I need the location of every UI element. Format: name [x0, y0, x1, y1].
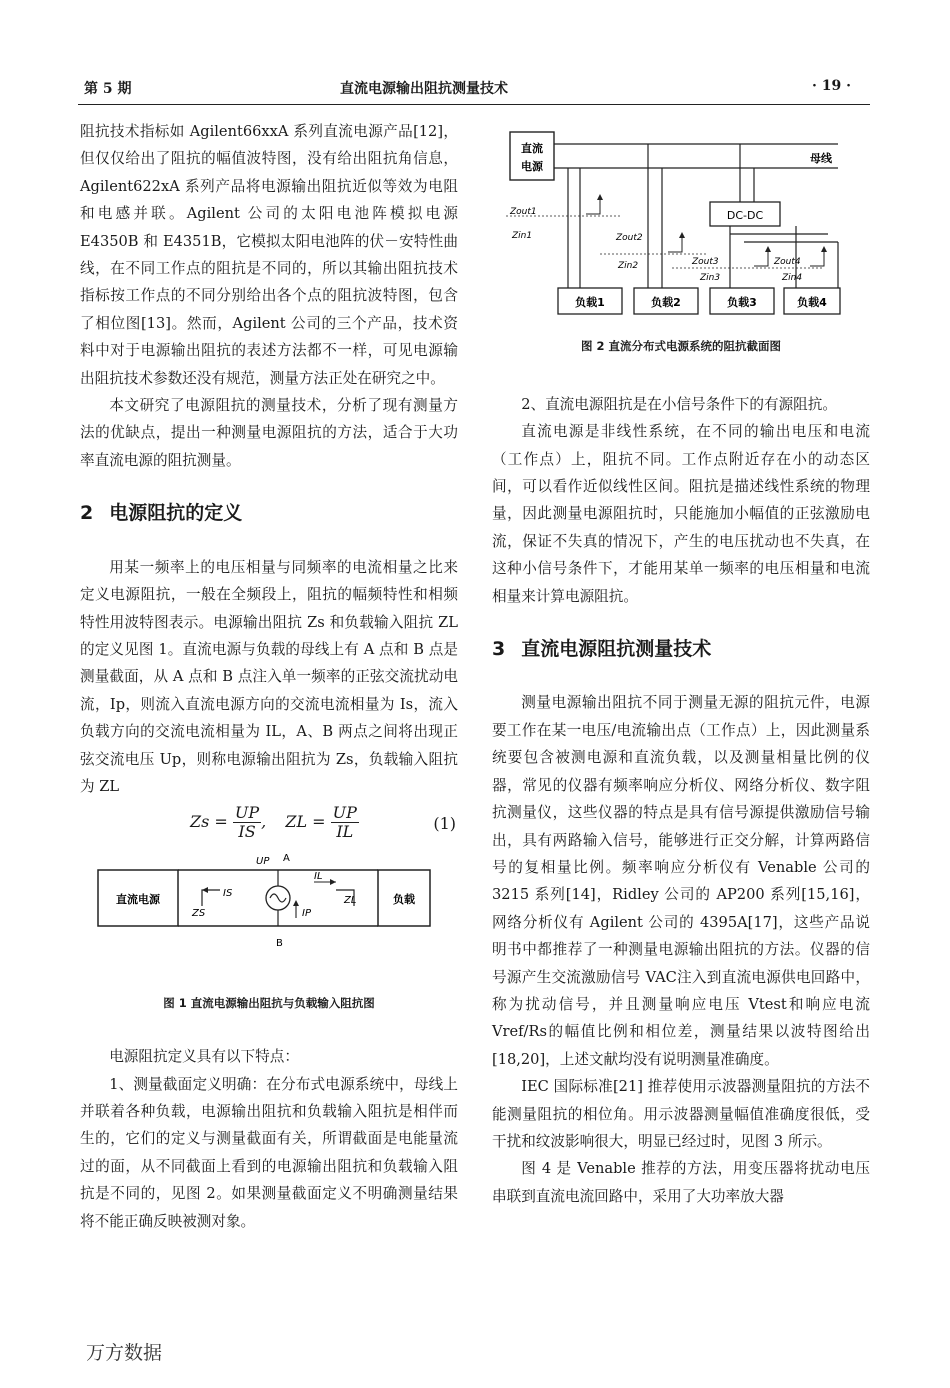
svg-text:负载4: 负载4 — [797, 296, 827, 309]
left-paragraph-1: 阻抗技术指标如 Agilent66xxA 系列直流电源产品[12]，但仅仅给出了阻抗的幅值波特图，没有给出阻抗角信息，Agilent622xA 系列产品将电源输出阻抗近似等效为电阻和电感并联。Agilent 公司的太阳电池阵模拟电源 E4350B 和 E4351B，它模拟太阳电池阵的伏－安特性曲线，在不同工作点的阻抗是不同的，所以其输出阻抗技术指标按工作点的不同分别给出各个点的阻抗波特图，包含了相位图[13]。然而，Agilent 公司的三个产品，技术资料中对于电源输出阻抗的表述方法都不一样，可见电源输出阻抗技术参数还没有规范，测量方法正处在研究之中。 — [80, 123, 458, 387]
figure-2-caption: 图 2 直流分布式电源系统的阻抗截面图 — [580, 339, 781, 354]
figure-2-diagram — [492, 118, 870, 318]
section-2-heading: 2 电源阻抗的定义 — [80, 502, 243, 525]
right-paragraph-2: 直流电源是非线性系统，在不同的输出电压和电流（工作点）上，阻抗不同。工作点附近存在小的动态区间，可以看作近似线性区间。阻抗是描述线性系统的物理量，因此测量电源阻抗时，只能施加小幅值的正弦激励电流，保证不失真的情况下，产生的电压扰动也不失真，在这种小信号条件下，才能用某单一频率的电压相量和电流相量来计算电源阻抗。 — [492, 423, 870, 605]
equation-1: Zs = $\frac{UP}{IS}$ , ZL = $\frac{UP}{IL}$ (1) — [190, 803, 456, 842]
svg-text:IL: IL — [314, 871, 323, 883]
svg-text:负载3: 负载3 — [727, 296, 757, 309]
right-paragraph-5: 图 4 是 Venable 推荐的方法，用变压器将扰动电压串联到直流电流回路中，采用了大功率放大器 — [492, 1160, 870, 1205]
header-rule — [78, 104, 870, 105]
right-paragraph-3: 测量电源输出阻抗不同于测量无源的阻抗元件，电源要工作在某一电压/电流输出点（工作点）上，因此测量系统要包含被测电源和直流负载，以及测量相量比例的仪器，常见的仪器有频率响应分析仪、网络分析仪、数字阻抗测量仪，这些仪器的特点是具有信号源提供激励信号输出，具有两路输入信号，能够进行正交分解，计算两路信号的复相量比例。频率响应分析仪有 Venable 公司的 3215 系列[14]，Ridley 公司的 AP200 系列[15,16]，网络分析仪有 Agilent 公司的 4395A[17]，这些产品说明书中都推荐了一种测量电源输出阻抗的方法。仪器的信号源产生交流激励信号 VAC注入到直流电源供电回路中，称为扰动信号，并且测量响应电压 Vtest和响应电流 Vref/Rs的幅值比例和相位差，测量结果以波特图给出[18,20]，上述文献均没有说明测量准确度。 — [492, 694, 870, 1068]
svg-text:Zin3: Zin3 — [700, 273, 721, 283]
page-number: · 19 · — [812, 78, 851, 94]
svg-text:直流: 直流 — [521, 142, 543, 155]
svg-text:直流电源: 直流电源 — [116, 893, 160, 907]
svg-text:IP: IP — [302, 908, 311, 920]
svg-text:A: A — [283, 853, 290, 865]
svg-text:负载1: 负载1 — [575, 296, 605, 309]
svg-text:Zout2: Zout2 — [616, 233, 643, 243]
svg-text:负载2: 负载2 — [651, 296, 681, 309]
right-paragraph-1: 2、直流电源阻抗是在小信号条件下的有源阻抗。 — [521, 395, 837, 413]
issue-number: 第 5 期 — [84, 81, 132, 97]
figure-1-circuit — [80, 852, 458, 976]
left-paragraph-5: 1、测量截面定义明确：在分布式电源系统中，母线上并联着各种负载，电源输出阻抗和负载输入阻抗是相伴而生的，它们的定义与测量截面有关，所谓截面是电能量流过的面，从不同截面上看到的电源输出阻抗和负载输入阻抗是不同的，见图 2。如果测量截面定义不明确测量结果将不能正确反映被测对象。 — [80, 1075, 458, 1230]
svg-text:Zin4: Zin4 — [782, 273, 803, 283]
right-paragraph-4: IEC 国际标准[21] 推荐使用示波器测量阻抗的方法不能测量阻抗的相位角。用示波器测量幅值准确度很低，受干扰和纹波影响很大，明显已经过时，见图 3 所示。 — [492, 1078, 870, 1150]
svg-text:UP: UP — [256, 856, 270, 868]
right-column — [492, 118, 870, 1210]
left-column — [80, 118, 458, 1235]
svg-text:ZS: ZS — [192, 908, 206, 920]
svg-text:DC-DC: DC-DC — [726, 209, 764, 222]
watermark-footer: 万方数据 — [86, 1342, 163, 1364]
left-paragraph-3: 用某一频率上的电压相量与同频率的电流相量之比来定义电源阻抗，一般在全频段上，阻抗的幅频特性和相频特性用波特图表示。电源输出阻抗 Zs 和负载输入阻抗 ZL的定义见图 1。直流电源与负载的母线上有 A 点和 B 点是测量截面，从 A 点和 B 点注入单一频率的正弦交流扰动电流，Ip，则流入直流电源方向的交流电流相量为 Is，流入负载方向的交流电流相量为 IL，A、B 两点之间将出现正弦交流电压 Up，则称电源输出阻抗为 Zs，负载输入阻抗为 ZL — [80, 558, 458, 795]
svg-text:IS: IS — [223, 888, 233, 900]
svg-text:Zout3: Zout3 — [692, 257, 719, 267]
figure-1-caption: 图 1 直流电源输出阻抗与负载输入阻抗图 — [163, 995, 375, 1010]
svg-text:Zin2: Zin2 — [618, 261, 639, 271]
svg-text:负载: 负载 — [393, 893, 415, 907]
svg-text:Zout4: Zout4 — [774, 257, 801, 267]
svg-text:Zout1: Zout1 — [510, 207, 537, 217]
svg-text:B: B — [276, 938, 283, 950]
section-3-heading: 3 直流电源阻抗测量技术 — [492, 638, 712, 661]
left-paragraph-4: 电源阻抗定义具有以下特点： — [109, 1048, 299, 1066]
svg-text:Zin1: Zin1 — [512, 231, 533, 241]
svg-text:ZL: ZL — [344, 895, 357, 907]
svg-text:电源: 电源 — [521, 160, 543, 173]
left-paragraph-2: 本文研究了电源阻抗的测量技术，分析了现有测量方法的优缺点，提出一种测量电源阻抗的方法，适合于大功率直流电源的阻抗测量。 — [80, 397, 458, 469]
svg-text:母线: 母线 — [810, 152, 832, 165]
running-title: 直流电源输出阻抗测量技术 — [340, 81, 508, 97]
